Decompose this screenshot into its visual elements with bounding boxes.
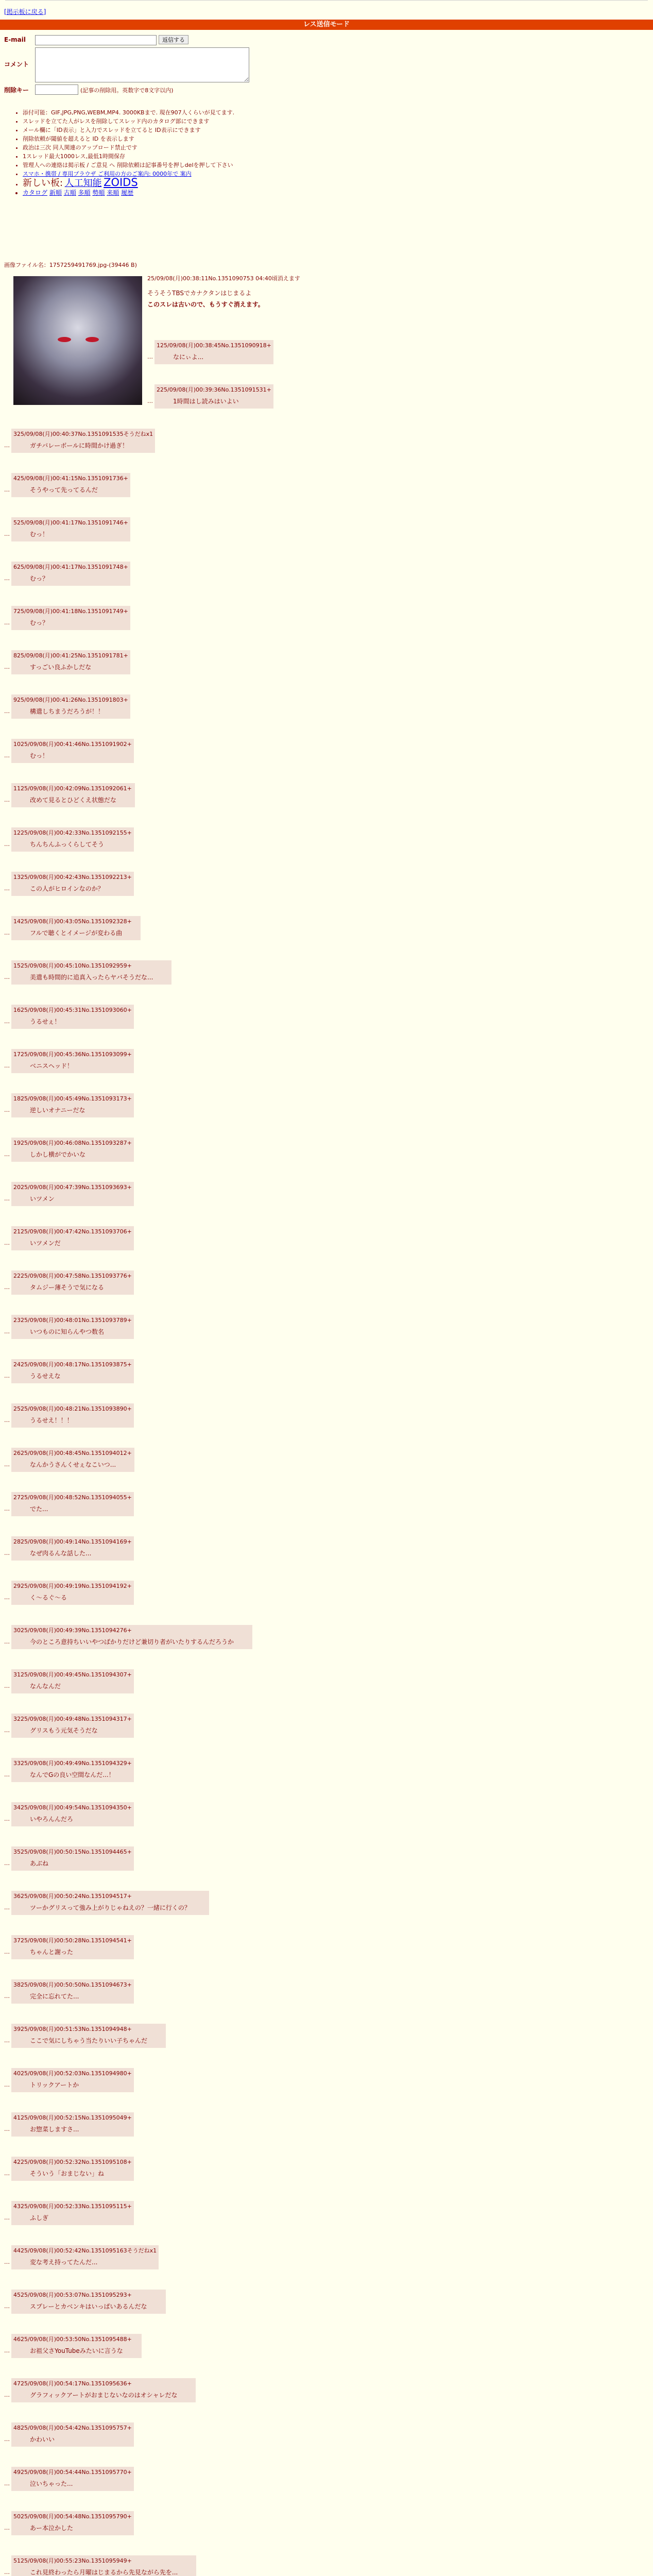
reply-text: なにぃよ... bbox=[173, 353, 204, 361]
reply-post bbox=[11, 2378, 196, 2402]
reply-marker: … bbox=[4, 2214, 10, 2221]
reply-post bbox=[11, 650, 130, 674]
reply-text: なぜ肉るんな話した... bbox=[30, 1550, 92, 1557]
reply-post bbox=[154, 384, 273, 409]
eye-shape bbox=[58, 337, 71, 342]
reply-marker: … bbox=[4, 1860, 10, 1867]
reply-post bbox=[11, 1049, 134, 1073]
op-header: 25/09/08(月)00:38:11No.1351090753 04:40頃消えます bbox=[147, 275, 300, 282]
reply-text: 改めて見るとひどくえ状態だな bbox=[30, 796, 117, 804]
reply-header[interactable]: 1025/09/08(月)00:41:46No.1351091902+ bbox=[13, 741, 132, 748]
reply-marker: … bbox=[4, 2170, 10, 2177]
nav-new[interactable]: 新順 bbox=[49, 189, 62, 196]
reply-marker: … bbox=[4, 2259, 10, 2265]
reply-marker: … bbox=[4, 1683, 10, 1689]
nav-catalog[interactable]: カタログ bbox=[23, 189, 48, 196]
reply-text: これ見終わったら月曜はじまるから先見ながら先を... bbox=[30, 2569, 178, 2576]
reply-header[interactable]: 4025/09/08(月)00:52:03No.1351094980+ bbox=[13, 2070, 132, 2077]
reply-marker: … bbox=[4, 1328, 10, 1335]
reply-marker: … bbox=[4, 1417, 10, 1423]
reply-text: グラフィックアートがおまじないなのはオシャレだな bbox=[30, 2392, 178, 2399]
reply-post bbox=[11, 1714, 134, 1738]
reply-post bbox=[11, 2201, 134, 2225]
reply-text: 1時間はし読みはいよい bbox=[173, 398, 239, 405]
new-board-prefix: 新しい板: bbox=[23, 178, 63, 189]
reply-header[interactable]: 3725/09/08(月)00:50:28No.1351094541+ bbox=[13, 1937, 132, 1944]
reply-post bbox=[11, 2112, 134, 2137]
reply-marker: … bbox=[4, 2303, 10, 2310]
reply-text: 今のところ意持ちいいやつばかりだけど兼切り者がいたりするんだろうか bbox=[30, 1638, 234, 1646]
reply-text: あー本泣かした bbox=[30, 2524, 74, 2532]
rule-item: • 政治は三次 同人関連のアップロード禁止です bbox=[23, 143, 234, 152]
reply-text: 美遣も時間的に追真入ったらヤバそうだな... bbox=[30, 974, 153, 981]
zoids-link[interactable]: ZOIDS bbox=[104, 176, 138, 189]
reply-post bbox=[11, 1448, 134, 1472]
reply-text: そういう「おまじない」ね bbox=[30, 2170, 105, 2177]
reply-post bbox=[11, 916, 141, 940]
reply-marker: … bbox=[4, 575, 10, 582]
reply-marker: … bbox=[4, 974, 10, 980]
rule-item: • 添付可能：GIF,JPG,PNG,WEBM,MP4. 3000KBまで. 現在907人くらいが見てます. bbox=[23, 108, 234, 117]
reply-header[interactable]: 2425/09/08(月)00:48:17No.1351093875+ bbox=[13, 1361, 132, 1368]
reply-header[interactable]: 5025/09/08(月)00:54:48No.1351095790+ bbox=[13, 2513, 132, 2520]
reply-text: むっ！ bbox=[30, 531, 49, 538]
reply-marker: … bbox=[4, 2037, 10, 2044]
reply-marker: … bbox=[4, 2480, 10, 2487]
email-field[interactable] bbox=[35, 35, 157, 45]
reply-marker: … bbox=[4, 2081, 10, 2088]
reply-post bbox=[11, 1093, 134, 1117]
reply-marker: … bbox=[4, 1727, 10, 1734]
reply-post bbox=[11, 1005, 134, 1029]
submit-reply-button[interactable]: 返信する bbox=[159, 35, 188, 44]
reply-text: かわいい bbox=[30, 2436, 55, 2443]
reply-header[interactable]: 3325/09/08(月)00:49:49No.1351094329+ bbox=[13, 1760, 132, 1767]
reply-text: 逆しいオナニーだな bbox=[30, 1107, 85, 1114]
reply-marker: … bbox=[4, 2392, 10, 2398]
rule-item: • スレッドを立てた人がレスを削除してスレッド内のカタログ部にできます bbox=[23, 117, 234, 126]
reply-post bbox=[11, 1802, 134, 1826]
comment-textarea[interactable] bbox=[35, 47, 249, 82]
reply-marker: … bbox=[4, 885, 10, 892]
reply-header[interactable]: 2725/09/08(月)00:48:52No.1351094055+ bbox=[13, 1494, 132, 1501]
reply-text: すっごい良ふかしだな bbox=[30, 664, 92, 671]
reply-text: 変な考え持ってたんだ... bbox=[30, 2259, 98, 2266]
reply-text: 泣いちゃった... bbox=[30, 2480, 73, 2487]
reply-post bbox=[11, 2157, 134, 2181]
reply-header[interactable]: 325/09/08(月)00:40:37No.1351091535そうだねx1 bbox=[13, 431, 153, 437]
reply-marker: … bbox=[4, 2569, 10, 2575]
reply-post bbox=[11, 1403, 134, 1428]
reply-text: でた... bbox=[30, 1505, 48, 1513]
reply-header[interactable]: 725/09/08(月)00:41:18No.1351091749+ bbox=[13, 608, 128, 615]
reply-text: 完全に忘れてた... bbox=[30, 1993, 79, 2000]
rule-item bbox=[23, 178, 234, 189]
reply-header[interactable]: 4825/09/08(月)00:54:42No.1351095757+ bbox=[13, 2425, 132, 2431]
reply-marker: … bbox=[4, 1550, 10, 1556]
eye-shape bbox=[85, 337, 99, 342]
reply-post bbox=[11, 827, 134, 852]
reply-marker: … bbox=[4, 752, 10, 759]
reply-text: うるせえな bbox=[30, 1372, 61, 1380]
reply-header[interactable]: 1125/09/08(月)00:42:09No.1351092061+ bbox=[13, 785, 132, 792]
reply-marker: … bbox=[4, 486, 10, 493]
new-board-link[interactable]: 人工知能 bbox=[64, 178, 102, 189]
reply-text: ここで気にしちゃう当たりいい子ちゃんだ bbox=[30, 2037, 148, 2044]
reply-marker: … bbox=[4, 1062, 10, 1069]
reply-header[interactable]: 2125/09/08(月)00:47:42No.1351093706+ bbox=[13, 1228, 132, 1235]
reply-header[interactable]: 3625/09/08(月)00:50:24No.1351094517+ bbox=[13, 1893, 132, 1900]
reply-marker: … bbox=[4, 1151, 10, 1158]
reply-text: フルで聴くとイメージが変わる曲 bbox=[30, 929, 123, 937]
reply-text: あぶね bbox=[30, 1860, 49, 1867]
reply-header[interactable]: 1425/09/08(月)00:43:05No.1351092328+ bbox=[13, 918, 132, 925]
reply-header[interactable]: 5125/09/08(月)00:55:23No.1351095949+ bbox=[13, 2557, 132, 2564]
reply-mode-bar: レス送信モード bbox=[0, 20, 653, 30]
reply-header[interactable]: 4525/09/08(月)00:53:07No.1351095293+ bbox=[13, 2292, 132, 2298]
delete-key-label: 削除キー bbox=[4, 87, 29, 94]
reply-post bbox=[11, 2290, 166, 2314]
reply-header[interactable]: 3925/09/08(月)00:51:53No.1351094948+ bbox=[13, 2026, 132, 2032]
board-rules bbox=[12, 108, 234, 197]
reply-header[interactable]: 2525/09/08(月)00:48:21No.1351093890+ bbox=[13, 1405, 132, 1412]
reply-header[interactable]: 2825/09/08(月)00:49:14No.1351094169+ bbox=[13, 1538, 132, 1545]
reply-post bbox=[154, 340, 273, 364]
reply-text: グリスもう元気そうだな bbox=[30, 1727, 98, 1734]
reply-text: いやろんんだろ bbox=[30, 1816, 74, 1823]
reply-header[interactable]: 4925/09/08(月)00:54:44No.1351095770+ bbox=[13, 2469, 132, 2476]
reply-marker: … bbox=[4, 2126, 10, 2132]
reply-text: むっ！ bbox=[30, 752, 49, 759]
reply-marker: … bbox=[4, 1461, 10, 1468]
file-header[interactable]: 画像ファイル名：1757259491769.jpg-(39446 B) bbox=[4, 262, 137, 268]
reply-post bbox=[11, 562, 130, 586]
reply-marker: … bbox=[4, 1904, 10, 1911]
top-divider bbox=[5, 0, 648, 8]
reply-post bbox=[11, 1935, 134, 1959]
reply-marker: … bbox=[4, 1771, 10, 1778]
reply-post bbox=[11, 2068, 134, 2092]
reply-post bbox=[11, 1979, 134, 2004]
reply-post bbox=[11, 1182, 134, 1206]
reply-text: この人がヒロインなのか？ bbox=[30, 885, 104, 892]
nav-history[interactable]: 履歴 bbox=[121, 189, 134, 196]
reply-post bbox=[11, 2422, 134, 2447]
reply-header[interactable]: 825/09/08(月)00:41:25No.1351091781+ bbox=[13, 652, 128, 659]
reply-text: ガチバレーボールに時間かけ過ぎ！ bbox=[30, 442, 129, 449]
reply-marker: … bbox=[4, 841, 10, 848]
reply-marker: … bbox=[4, 1948, 10, 1955]
reply-marker: … bbox=[4, 708, 10, 715]
reply-post bbox=[11, 1536, 134, 1561]
reply-marker: … bbox=[4, 442, 10, 449]
reply-marker: … bbox=[4, 1240, 10, 1246]
reply-post bbox=[11, 2511, 134, 2535]
back-to-board-link[interactable]: [掲示板に戻る] bbox=[4, 8, 46, 15]
reply-marker: … bbox=[4, 1505, 10, 1512]
op-line: そうそうTBSでカナクタンはじまるよ bbox=[147, 290, 252, 297]
op-expire: 04:40頃消えます bbox=[255, 275, 300, 282]
reply-marker: … bbox=[4, 2436, 10, 2443]
reply-marker: … bbox=[4, 2524, 10, 2531]
reply-header[interactable]: 2225/09/08(月)00:47:58No.1351093776+ bbox=[13, 1273, 132, 1279]
comment-label: コメント bbox=[4, 61, 29, 68]
reply-post bbox=[11, 2555, 196, 2576]
reply-header[interactable]: 2925/09/08(月)00:49:19No.1351094192+ bbox=[13, 1583, 132, 1589]
reply-post bbox=[11, 1758, 134, 1782]
reply-marker: … bbox=[4, 1816, 10, 1822]
reply-marker: … bbox=[4, 1638, 10, 1645]
reply-header[interactable]: 1725/09/08(月)00:45:36No.1351093099+ bbox=[13, 1051, 132, 1058]
reply-text: なんなんだ bbox=[30, 1683, 61, 1690]
op-image[interactable] bbox=[13, 276, 142, 405]
reply-post bbox=[11, 2024, 166, 2048]
reply-marker: … bbox=[4, 929, 10, 936]
reply-header[interactable]: 3225/09/08(月)00:49:48No.1351094317+ bbox=[13, 1716, 132, 1722]
reply-post bbox=[11, 2467, 134, 2491]
reply-header[interactable]: 3525/09/08(月)00:50:15No.1351094465+ bbox=[13, 1849, 132, 1855]
reply-text: そうやって先ってるんだ bbox=[30, 486, 98, 494]
reply-post bbox=[11, 1315, 134, 1339]
reply-post bbox=[11, 872, 134, 896]
reply-post bbox=[11, 1138, 134, 1162]
reply-header[interactable]: 925/09/08(月)00:41:26No.1351091803+ bbox=[13, 697, 128, 703]
reply-marker: … bbox=[4, 1284, 10, 1291]
reply-text: お惣菜しますさ... bbox=[30, 2126, 79, 2133]
nav-many[interactable]: 多順 bbox=[78, 189, 91, 196]
reply-text: しかし横がでかいな bbox=[30, 1151, 86, 1158]
reply-text: いつものに知らんやつ数名 bbox=[30, 1328, 105, 1335]
reply-header[interactable]: 3825/09/08(月)00:50:50No.1351094673+ bbox=[13, 1981, 132, 1988]
reply-header[interactable]: 425/09/08(月)00:41:15No.1351091736+ bbox=[13, 475, 128, 482]
mobile-info-link[interactable]: スマホ・携帯 / 専用ブラウザ ご利用の方のご案内: 0000年で 案内 bbox=[23, 171, 192, 177]
reply-header[interactable]: 125/09/08(月)00:38:45No.1351090918+ bbox=[157, 342, 271, 349]
reply-header[interactable]: 1925/09/08(月)00:46:08No.1351093287+ bbox=[13, 1140, 132, 1146]
op-old-notice: このスレは古いので、もうすぐ消えます。 bbox=[147, 301, 264, 308]
reply-text: く〜るぐ〜る bbox=[30, 1594, 67, 1601]
reply-header[interactable]: 1525/09/08(月)00:45:10No.1351092959+ bbox=[13, 962, 132, 969]
reply-header[interactable]: 4425/09/08(月)00:52:42No.1351095163そうだねx1 bbox=[13, 2247, 157, 2254]
reply-post bbox=[11, 783, 135, 807]
rule-item: • メール欄に「ID表示」と入力でスレッドを立てると ID表示にできます bbox=[23, 126, 234, 134]
reply-header[interactable]: 3425/09/08(月)00:49:54No.1351094350+ bbox=[13, 1804, 132, 1811]
reply-post bbox=[11, 1492, 134, 1516]
nav-old[interactable]: 古順 bbox=[63, 189, 76, 196]
reply-post bbox=[11, 1270, 134, 1295]
reply-post bbox=[11, 606, 130, 630]
reply-text: むっ？ bbox=[30, 619, 49, 626]
reply-text: ベニスヘッド！ bbox=[30, 1062, 74, 1070]
reply-text: むっ？ bbox=[30, 575, 49, 582]
reply-text: ちゃんと謝った bbox=[30, 1948, 74, 1956]
reply-post bbox=[11, 1846, 134, 1871]
reply-post bbox=[11, 1226, 134, 1250]
reply-header[interactable]: 625/09/08(月)00:41:17No.1351091748+ bbox=[13, 564, 128, 570]
reply-post bbox=[11, 1359, 134, 1383]
reply-marker: … bbox=[4, 664, 10, 670]
rule-item: • 1スレッド最大1000レス,最低1時間保存 bbox=[23, 152, 234, 161]
reply-marker: … bbox=[4, 1018, 10, 1025]
rule-item: • 削除依頼が閾値を超えると ID を表示します bbox=[23, 134, 234, 143]
reply-post bbox=[11, 473, 130, 497]
reply-marker: … bbox=[147, 353, 153, 360]
reply-marker: … bbox=[4, 2347, 10, 2354]
reply-header[interactable]: 4725/09/08(月)00:54:17No.1351095636+ bbox=[13, 2380, 132, 2387]
reply-header[interactable]: 4625/09/08(月)00:53:50No.1351095488+ bbox=[13, 2336, 132, 2343]
reply-text: うるせえ！！！ bbox=[30, 1417, 73, 1424]
reply-header[interactable]: 4325/09/08(月)00:52:33No.1351095115+ bbox=[13, 2203, 132, 2210]
reply-text: いツメン bbox=[30, 1195, 55, 1202]
email-label: E-mail bbox=[4, 36, 26, 43]
reply-text: いツメンだ bbox=[30, 1240, 61, 1247]
reply-header[interactable]: 1625/09/08(月)00:45:31No.1351093060+ bbox=[13, 1007, 132, 1013]
reply-header[interactable]: 4125/09/08(月)00:52:15No.1351095049+ bbox=[13, 2114, 132, 2121]
reply-post bbox=[11, 1891, 209, 1915]
reply-text: スプレーとカベンキはいっぱいあるんだな bbox=[30, 2303, 147, 2310]
reply-text: お祖父さYouTubeみたいに言うな bbox=[30, 2347, 123, 2354]
reply-marker: … bbox=[4, 1107, 10, 1113]
reply-text: ふしぎ bbox=[30, 2214, 49, 2222]
reply-post bbox=[11, 2245, 159, 2269]
reply-text: タムジー薄そうで気になる bbox=[30, 1284, 105, 1291]
reply-header[interactable]: 1325/09/08(月)00:42:43No.1351092213+ bbox=[13, 874, 132, 880]
reply-header[interactable]: 1225/09/08(月)00:42:33No.1351092155+ bbox=[13, 829, 132, 836]
delete-key-field[interactable] bbox=[35, 84, 78, 95]
reply-form bbox=[4, 35, 249, 97]
reply-text: 構遣しちまうだろうが！！ bbox=[30, 708, 105, 715]
op-body bbox=[147, 287, 264, 310]
reply-header[interactable]: 525/09/08(月)00:41:17No.1351091746+ bbox=[13, 519, 128, 526]
reply-header[interactable]: 3125/09/08(月)00:49:45No.1351094307+ bbox=[13, 1671, 132, 1678]
reply-text: うるせぇ！ bbox=[30, 1018, 61, 1025]
reply-text: ツーかグリスって強み上がりじゃねえの？一緒に行くの？ bbox=[30, 1904, 191, 1911]
reply-marker: … bbox=[4, 1195, 10, 1202]
reply-header[interactable]: 225/09/08(月)00:39:36No.1351091531+ bbox=[157, 386, 271, 393]
reply-marker: … bbox=[4, 619, 10, 626]
nav-momentum[interactable]: 勢順 bbox=[92, 189, 105, 196]
reply-marker: … bbox=[4, 1594, 10, 1601]
reply-post bbox=[11, 1581, 134, 1605]
reply-marker: … bbox=[4, 1372, 10, 1379]
reply-marker: … bbox=[147, 398, 153, 404]
reply-header[interactable]: 3025/09/08(月)00:49:39No.1351094276+ bbox=[13, 1627, 132, 1634]
reply-header[interactable]: 4225/09/08(月)00:52:32No.1351095108+ bbox=[13, 2159, 132, 2165]
reply-header[interactable]: 2025/09/08(月)00:47:39No.1351093693+ bbox=[13, 1184, 132, 1191]
reply-post bbox=[11, 2334, 142, 2358]
reply-header[interactable]: 1825/09/08(月)00:45:49No.1351093173+ bbox=[13, 1095, 132, 1102]
reply-post bbox=[11, 694, 130, 719]
reply-post bbox=[11, 1625, 252, 1649]
reply-text: トリックアートか bbox=[30, 2081, 79, 2089]
reply-header[interactable]: 2625/09/08(月)00:48:45No.1351094012+ bbox=[13, 1450, 132, 1456]
reply-header[interactable]: 2325/09/08(月)00:48:01No.1351093789+ bbox=[13, 1317, 132, 1324]
rule-item: • 管理人への連絡は掲示板 / ご意見 へ 削除依頼は記事番号を押しdelを押して下さい bbox=[23, 161, 234, 170]
reply-text: なんでGの良い空間なんだ...！ bbox=[30, 1771, 115, 1778]
reply-marker: … bbox=[4, 531, 10, 537]
reply-text: なんかうさんくせぇなこいつ... bbox=[30, 1461, 116, 1468]
delete-key-note: (記事の削除用。英数字で8文字以内) bbox=[80, 87, 174, 94]
reply-post bbox=[11, 517, 130, 541]
reply-post bbox=[11, 429, 155, 453]
reply-post bbox=[11, 1669, 134, 1693]
reply-post bbox=[11, 960, 171, 985]
reply-post bbox=[11, 739, 134, 763]
reply-marker: … bbox=[4, 796, 10, 803]
rule-item bbox=[23, 189, 234, 197]
reply-marker: … bbox=[4, 1993, 10, 1999]
reply-text: ちんちんふっくらしてそう bbox=[30, 841, 105, 848]
nav-recent[interactable]: 来順 bbox=[107, 189, 119, 196]
